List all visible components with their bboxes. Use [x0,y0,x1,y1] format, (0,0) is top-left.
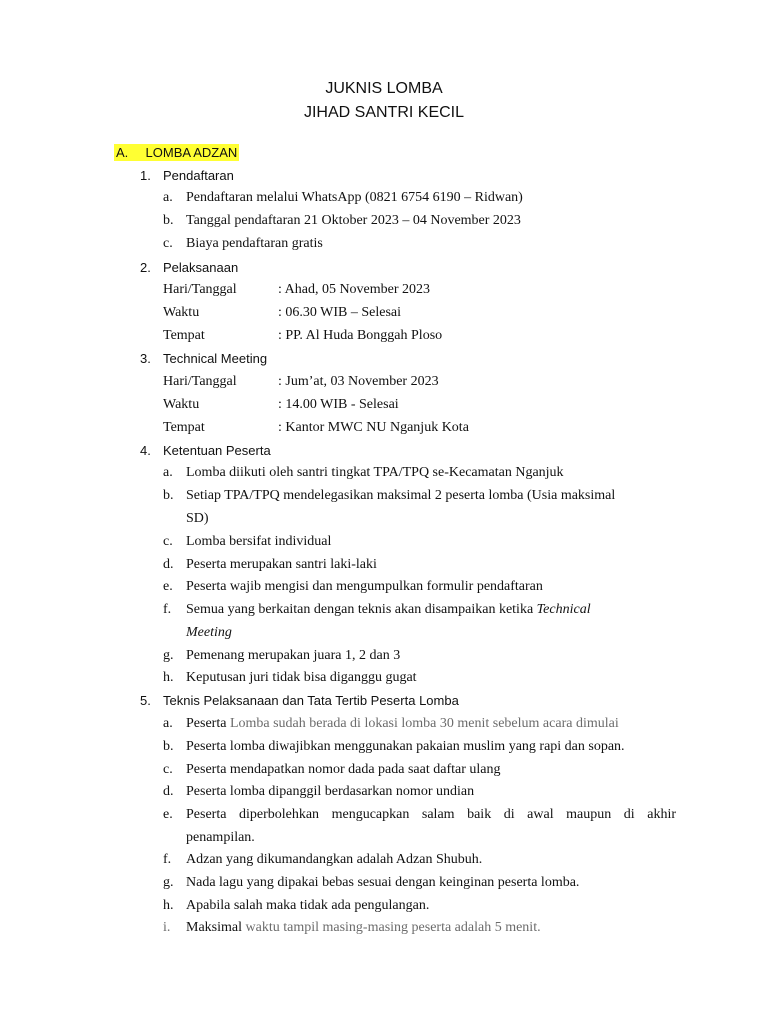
sub-letter: c. [163,762,173,777]
sub-text: Peserta merupakan santri laki-laki [186,557,377,572]
item-2-number: 2. [140,260,151,275]
sub-letter: d. [163,784,174,799]
sub-letter: g. [163,648,174,663]
sub-text: Adzan yang dikumandangkan adalah Adzan Shubuh. [186,852,483,867]
item-4-number: 4. [140,443,151,458]
detail-value: : Jum’at, 03 November 2023 [278,374,439,389]
sub-text: Peserta wajib mengisi dan mengumpulkan formulir pendaftaran [186,579,543,594]
detail-value: : Kantor MWC NU Nganjuk Kota [278,420,469,435]
sub-text-continuation: SD) [186,511,209,526]
sub-text: Biaya pendaftaran gratis [186,236,323,251]
section-title: LOMBA ADZAN [145,145,238,160]
sub-text: Nada lagu yang dipakai bebas sesuai dengan keinginan peserta lomba. [186,875,580,890]
sub-text [186,920,541,936]
sub-text: Keputusan juri tidak bisa diganggu gugat [186,670,417,685]
sub-letter: c. [163,236,173,251]
sub-letter: f. [163,852,172,867]
detail-value: : 06.30 WIB – Selesai [278,305,402,320]
detail-label: Tempat [163,328,205,343]
detail-value: : PP. Al Huda Bonggah Ploso [278,328,443,343]
sub-text: Peserta lomba dipanggil berdasarkan nomor undian [186,784,475,799]
item-3-number: 3. [140,351,151,366]
sub-letter: a. [163,465,173,480]
detail-label: Hari/Tanggal [163,282,237,297]
sub-text: Lomba diikuti oleh santri tingkat TPA/TPQ se-Kecamatan Nganjuk [186,465,564,480]
item-3-heading: Technical Meeting [163,351,268,366]
sub-letter: h. [163,670,174,685]
item-2-heading: Pelaksanaan [163,260,239,275]
sub-text-italic: Technical [536,602,591,617]
sub-letter: g. [163,875,174,890]
doc-title-line1: JUKNIS LOMBA [325,80,443,97]
sub-letter: h. [163,898,174,913]
sub-letter: i. [163,920,171,935]
sub-text-main: Semua yang berkaitan dengan teknis akan disampaikan ketika [186,602,534,617]
item-1-number: 1. [140,168,151,183]
sub-text: Pendaftaran melalui WhatsApp (0821 6754 6190 – Ridwan) [186,190,523,205]
detail-label: Waktu [163,305,200,320]
sub-text: Peserta diperbolehkan mengucapkan salam baik di awal maupun di akhir [186,807,676,822]
section-letter: A. [116,145,129,160]
sub-letter: f. [163,602,172,617]
sub-text-gray: Lomba sudah berada di lokasi lomba 30 menit sebelum acara dimulai [229,716,619,731]
sub-letter: c. [163,534,173,549]
item-5-heading: Teknis Pelaksanaan dan Tata Tertib Peserta Lomba [163,693,459,708]
sub-letter: b. [163,739,174,754]
sub-text [186,716,619,732]
sub-letter: e. [163,807,173,822]
detail-value: : Ahad, 05 November 2023 [278,282,431,297]
sub-text: Apabila salah maka tidak ada pengulangan. [186,898,430,913]
sub-letter: d. [163,557,174,572]
detail-label: Tempat [163,420,205,435]
sub-text-continuation: Meeting [186,625,232,640]
sub-letter: b. [163,213,174,228]
sub-text-main: Peserta [186,716,227,731]
sub-text: Pemenang merupakan juara 1, 2 dan 3 [186,648,401,663]
sub-text [186,602,591,618]
sub-text-gray: waktu tampil masing-masing peserta adalah 5 menit. [245,920,541,935]
sub-text: Lomba bersifat individual [186,534,332,549]
section-heading [114,144,239,161]
sub-letter: b. [163,488,174,503]
sub-letter: a. [163,190,173,205]
sub-text: Setiap TPA/TPQ mendelegasikan maksimal 2 peserta lomba (Usia maksimal [186,488,616,503]
sub-text: Peserta mendapatkan nomor dada pada saat daftar ulang [186,762,501,777]
sub-text-main: Maksimal [186,920,242,935]
detail-label: Hari/Tanggal [163,374,237,389]
item-4-heading: Ketentuan Peserta [163,443,271,458]
item-5-number: 5. [140,693,151,708]
sub-text: Tanggal pendaftaran 21 Oktober 2023 – 04 November 2023 [186,213,521,228]
sub-text: Peserta lomba diwajibkan menggunakan pakaian muslim yang rapi dan sopan. [186,739,625,754]
detail-label: Waktu [163,397,200,412]
sub-letter: a. [163,716,173,731]
sub-text-continuation: penampilan. [186,830,255,845]
item-1-heading: Pendaftaran [163,168,234,183]
doc-title-line2: JIHAD SANTRI KECIL [303,104,465,121]
detail-value: : 14.00 WIB - Selesai [278,397,399,412]
sub-letter: e. [163,579,173,594]
